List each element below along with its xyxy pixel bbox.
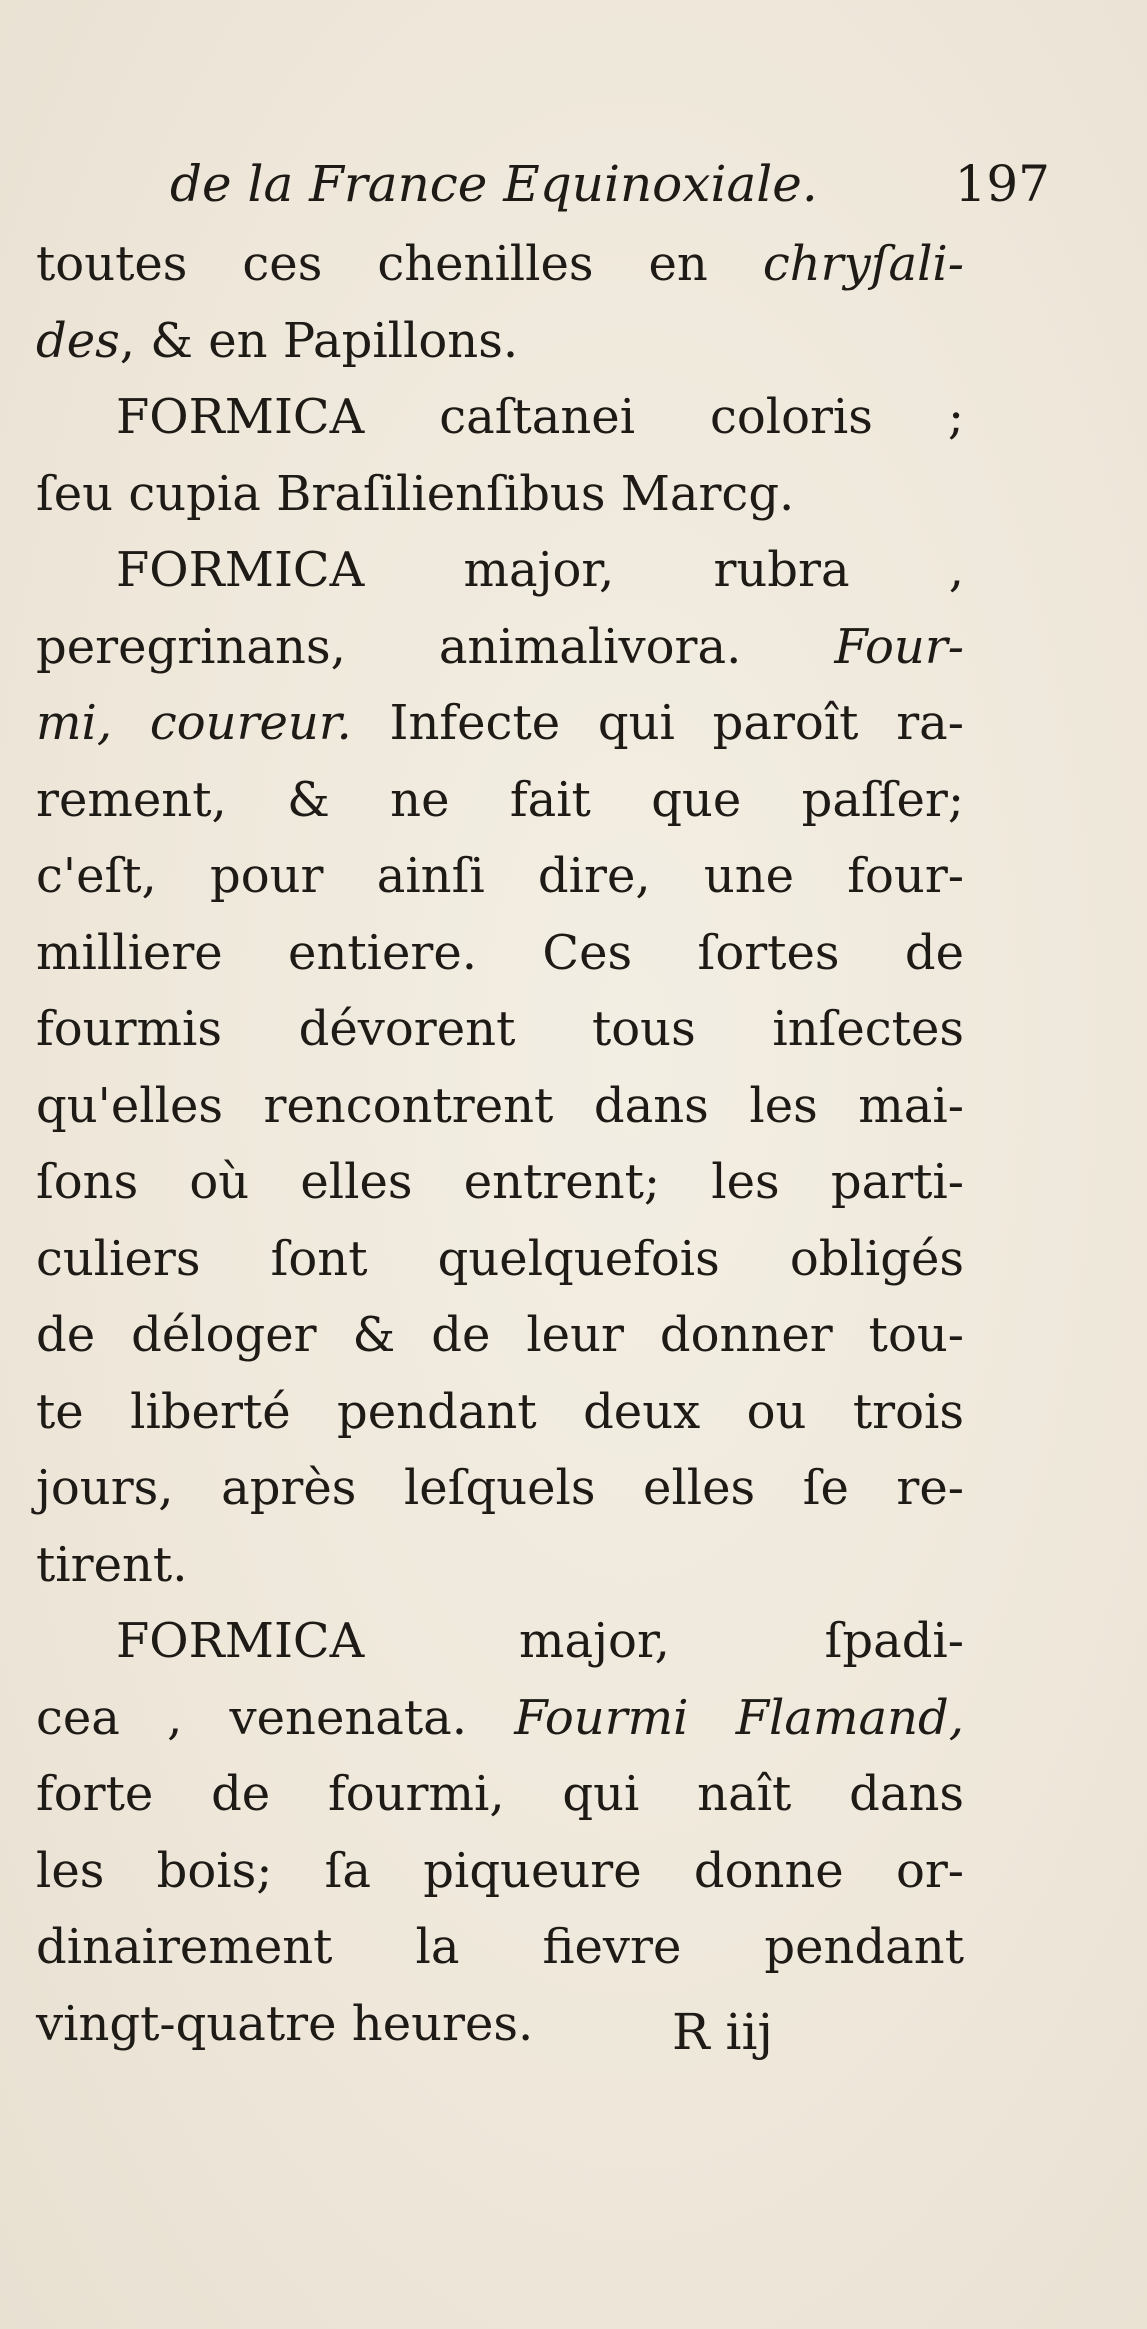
text-line: jours, après leſquels elles ſe re- <box>36 1460 964 1516</box>
text-line: ſeu cupia Braſilienſibus Marcg. <box>36 465 795 522</box>
page-header <box>170 155 1050 225</box>
text-line: des, & en Papillons. <box>36 312 519 369</box>
text-line: les bois; ſa piqueure donne or- <box>36 1842 964 1899</box>
running-title: de la France Equinoxiale. <box>170 155 818 213</box>
text-line: vingt-quatre heures. <box>36 1995 534 2052</box>
text-line: dinairement la fievre pendant <box>36 1919 964 1975</box>
text-line: te liberté pendant deux ou trois <box>36 1383 964 1440</box>
text-line: FORMICA caſtanei coloris ; <box>116 389 964 445</box>
text-line: rement, & ne fait que paſſer; <box>36 771 964 828</box>
page-number: 197 <box>954 155 1050 213</box>
text-line: toutes ces chenilles en chryſali- <box>36 236 964 292</box>
text-line: c'eſt, pour ainſi dire, une four- <box>36 848 964 904</box>
text-line: qu'elles rencontrent dans les mai- <box>36 1077 964 1134</box>
text-line: de déloger & de leur donner tou- <box>36 1307 964 1363</box>
text-line: fourmis dévorent tous inſectes <box>36 1001 964 1057</box>
text-line: mi, coureur. Infecte qui paroît ra- <box>36 695 964 751</box>
text-line: FORMICA major, rubra , <box>116 542 964 598</box>
signature-mark: R iij <box>672 2003 774 2061</box>
text-line: milliere entiere. Ces ſortes de <box>36 924 964 981</box>
text-line: tirent. <box>36 1536 188 1593</box>
text-line: cea , venenata. Fourmi Flamand, <box>36 1689 964 1746</box>
text-line: forte de fourmi, qui naît dans <box>36 1766 964 1822</box>
text-line: culiers ſont quelquefois obligés <box>36 1230 964 1287</box>
text-line: peregrinans, animalivora. Four- <box>36 618 964 675</box>
text-line: FORMICA major, ſpadi- <box>116 1613 964 1669</box>
text-line: ſons où elles entrent; les parti- <box>36 1154 964 1210</box>
body-text <box>36 226 1036 2062</box>
